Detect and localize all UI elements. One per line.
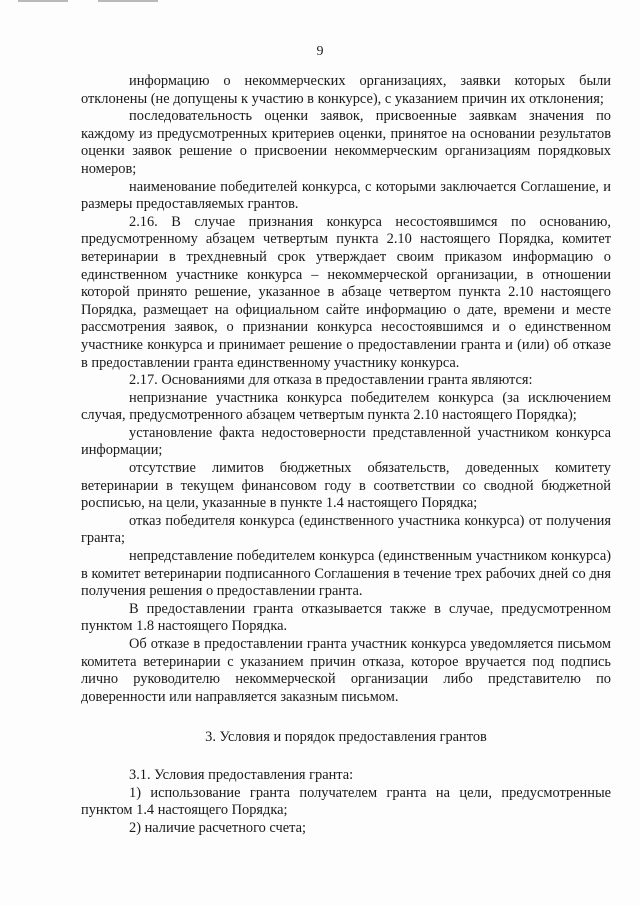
paragraph: информацию о некоммерческих организациях, заявки которых были отклонены (не допущены к участию в конкурсе), с указанием причин их отклонения; [81,73,611,107]
paragraph: Об отказе в предоставлении гранта участник конкурса уведомляется письмом комитета ветеринарии с указанием причин отказа, которое вручается под подпись лично руководителю некоммерческой организации либо представителю по доверенности или направляется заказным письмом. [81,636,611,705]
top-edge-mark [18,0,68,2]
document-body [81,73,611,837]
paragraph: отсутствие лимитов бюджетных обязательств, доведенных комитету ветеринарии в текущем финансовом году в соответствии со сводной бюджетной росписью, на цели, указанные в пункте 1.4 настоящего Порядка; [81,460,611,512]
paragraph: непризнание участника конкурса победителем конкурса (за исключением случая, предусмотренного абзацем четвертым пункта 2.10 настоящего Порядка); [81,389,611,424]
paragraph: 2.16. В случае признания конкурса несостоявшимся по основанию, предусмотренному абзацем четвертым пункта 2.10 настоящего Порядка, комитет ветеринарии в трехдневный срок утверждает своим приказом информацию о единственном участнике конкурса – некоммерческой организации, в отношении которой принято решение, указанное в абзаце четвертом пункта 2.10 настоящего Порядка, размещает на официальном сайте информацию о дате, времени и месте рассмотрения заявок, о признании конкурса несостоявшимся и о единственном участнике конкурса и принимает решение о предоставлении гранта и (или) об отказе в предоставлении гранта единственному участнику конкурса. [81,213,611,371]
top-edge-mark [98,0,158,2]
paragraph: наименование победителей конкурса, с которыми заключается Соглашение, и размеры предоставляемых грантов. [81,178,611,213]
section-title: 3. Условия и порядок предоставления грантов [205,729,487,746]
paragraph: последовательность оценки заявок, присвоенные заявкам значения по каждому из предусмотренных критериев оценки, принятое на основании результатов оценки заявок решение о присвоении некоммерческим организациям порядковых номеров; [81,108,611,177]
paragraph: В предоставлении гранта отказывается также в случае, предусмотренном пунктом 1.8 настоящего Порядка. [81,600,611,635]
paragraph: непредставление победителем конкурса (единственным участником конкурса) в комитет ветеринарии подписанного Соглашения в течение трех рабочих дней со дня получения решения о предоставлении гранта. [81,548,611,600]
paragraph: отказ победителя конкурса (единственного участника конкурса) от получения гранта; [81,512,611,547]
page-number: 9 [316,44,324,59]
paragraph: установление факта недостоверности представленной участником конкурса информации; [81,424,611,459]
paragraph: 3.1. Условия предоставления гранта: [129,766,354,783]
paragraph: 1) использование гранта получателем гранта на цели, предусмотренные пунктом 1.4 настоящего Порядка; [81,784,611,819]
paragraph: 2.17. Основаниями для отказа в предоставлении гранта являются: [129,372,533,389]
paragraph: 2) наличие расчетного счета; [129,819,307,836]
